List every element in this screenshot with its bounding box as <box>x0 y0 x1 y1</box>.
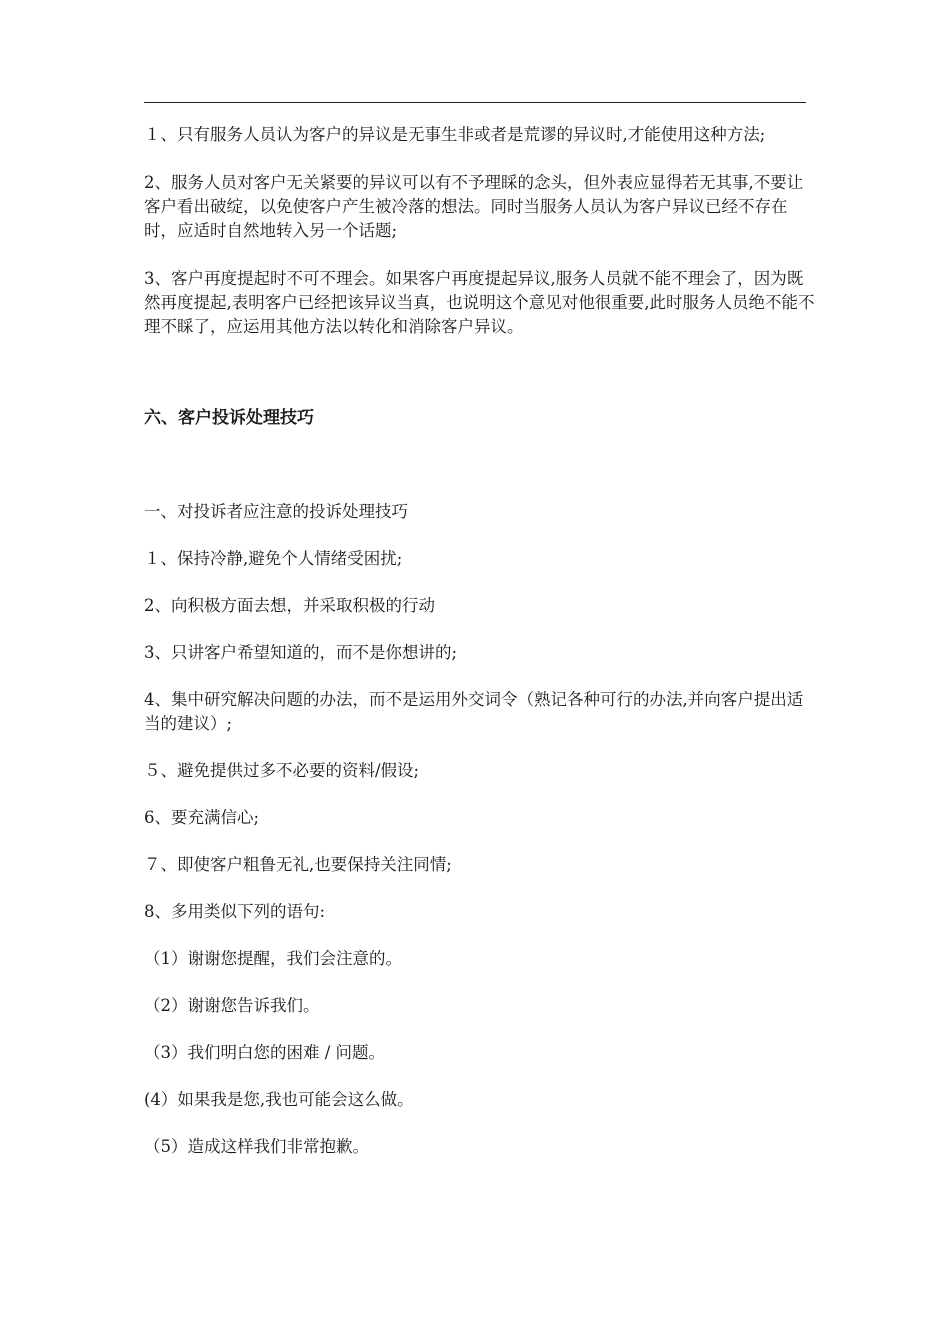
list-item: 2、向积极方面去想，并采取积极的行动 <box>144 596 435 615</box>
intro-paragraph-1: １、只有服务人员认为客户的异议是无事生非或者是荒谬的异议时,才能使用这种方法; <box>144 125 766 144</box>
list-item: 3、只讲客户希望知道的，而不是你想讲的; <box>144 643 458 662</box>
list-item: （2）谢谢您告诉我们。 <box>144 996 320 1015</box>
list-item: １、保持冷静,避免个人情绪受困扰; <box>144 549 403 568</box>
list-item: 6、要充满信心; <box>144 808 260 827</box>
section-heading: 六、客户投诉处理技巧 <box>144 408 314 428</box>
list-item: 4、集中研究解决问题的办法，而不是运用外交词令（熟记各种可行的办法,并向客户提出适当的建议）; <box>144 690 804 733</box>
document-body <box>144 123 816 1159</box>
header-rule <box>144 102 806 103</box>
intro-paragraph-3: 3、客户再度提起时不可不理会。如果客户再度提起异议,服务人员就不能不理会了，因为既然再度提起,表明客户已经把该异议当真，也说明这个意见对他很重要,此时服务人员绝不能不理不睬了，应运用其他方法以转化和消除客户异议。 <box>144 269 815 336</box>
list-item: ７、即使客户粗鲁无礼,也要保持关注同情; <box>144 855 452 874</box>
list-item: 8、多用类似下列的语句: <box>144 902 326 921</box>
list-item: ５、避免提供过多不必要的资料/假设; <box>144 761 420 780</box>
list-item: （1）谢谢您提醒，我们会注意的。 <box>144 949 402 968</box>
list-item: (4）如果我是您,我也可能会这么做。 <box>144 1090 414 1109</box>
intro-paragraph-2: 2、服务人员对客户无关紧要的异议可以有不予理睬的念头，但外表应显得若无其事,不要让客户看出破绽，以免使客户产生被冷落的想法。同时当服务人员认为客户异议已经不存在时，应适时自然地转入另一个话题; <box>144 173 804 240</box>
subsection-heading: 一、对投诉者应注意的投诉处理技巧 <box>144 502 408 521</box>
list-item: （5）造成这样我们非常抱歉。 <box>144 1137 369 1156</box>
list-item: （3）我们明白您的困难 / 问题。 <box>144 1043 386 1062</box>
